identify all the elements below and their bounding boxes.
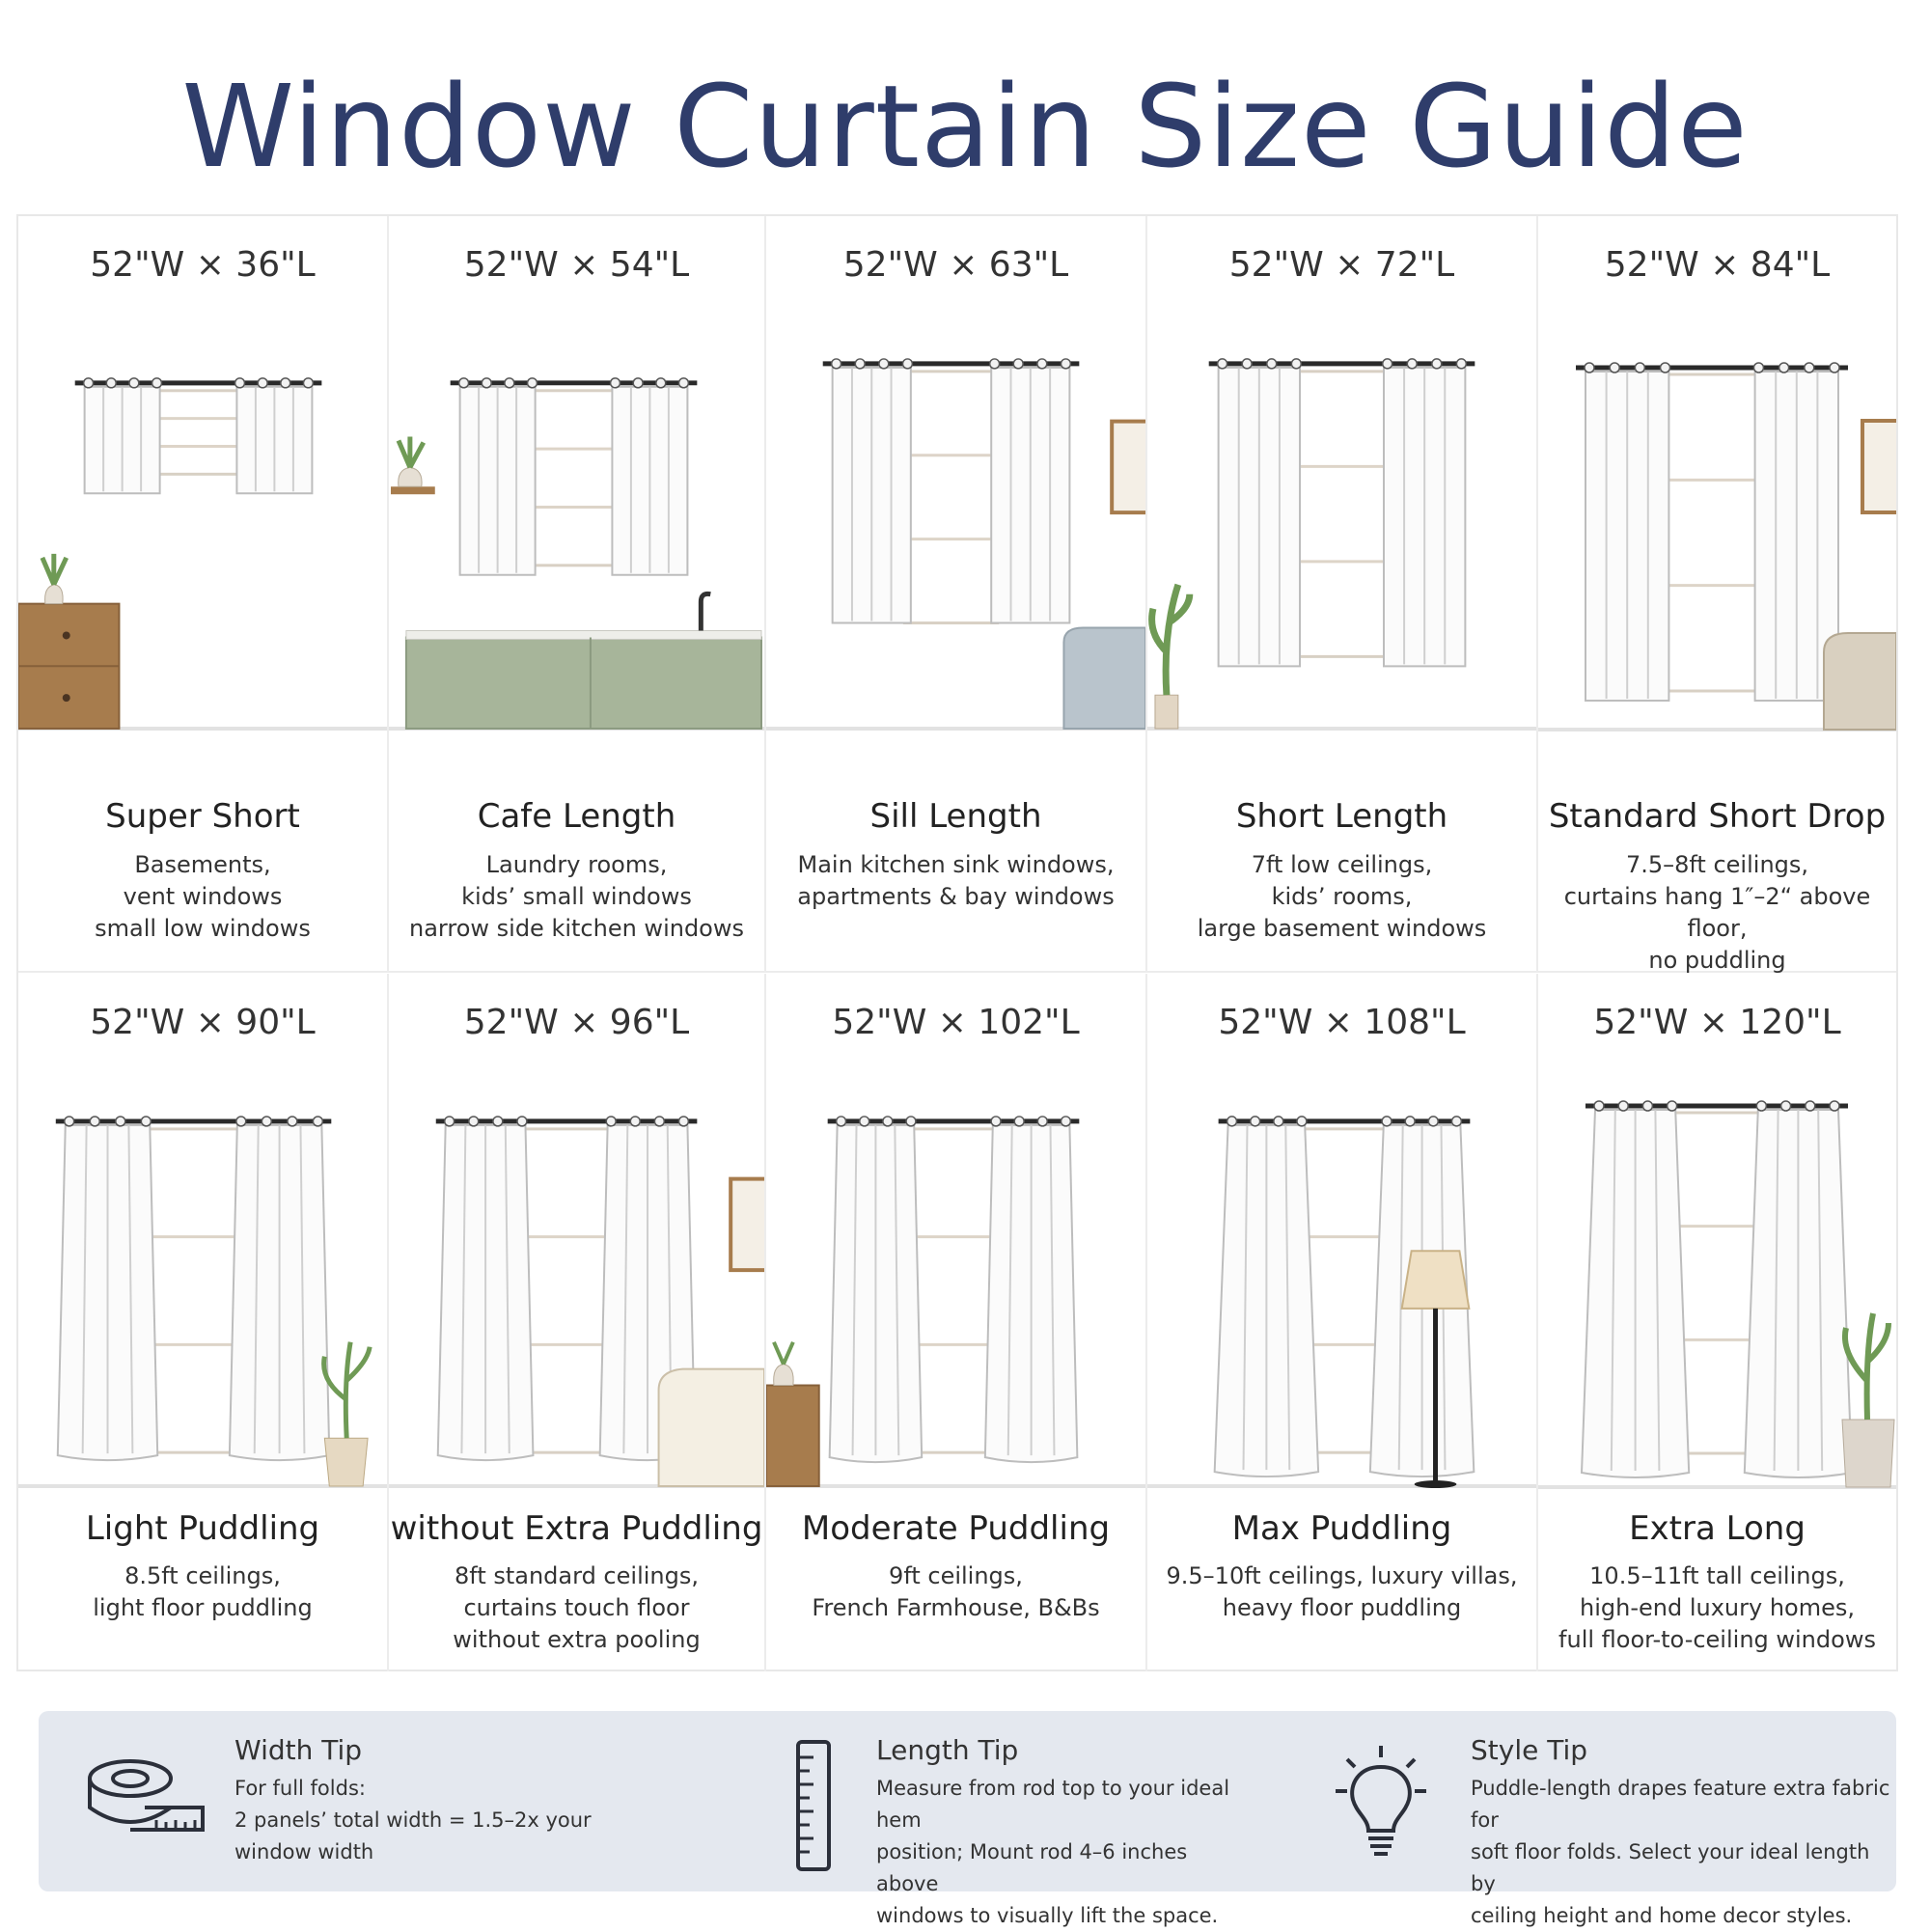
size-card [18, 216, 389, 972]
grommet [1594, 1101, 1604, 1111]
usage-description-line: kids’ rooms, [1271, 883, 1413, 910]
style-tip-title: Style Tip [1471, 1734, 1588, 1766]
curtain-dimensions: 52"W × 102"L [832, 1003, 1080, 1042]
grommet [1014, 1117, 1024, 1126]
width-tip-line: For full folds: [234, 1777, 366, 1800]
length-style-name: Light Puddling [85, 1509, 320, 1548]
grommet [1585, 363, 1594, 373]
armchair [659, 1369, 764, 1486]
grommet [1061, 359, 1070, 369]
grommet [236, 1117, 246, 1126]
length-style-name: Sill Length [869, 797, 1042, 836]
window [1293, 372, 1390, 657]
curtain-dimensions: 52"W × 108"L [1218, 1003, 1466, 1042]
curtain-window [1209, 359, 1475, 666]
shelf [391, 486, 435, 494]
usage-description-line: vent windows [123, 883, 283, 910]
floor-lamp-base [1415, 1480, 1457, 1488]
room-illustration-svg [1147, 305, 1536, 768]
size-card [389, 216, 766, 972]
usage-description-line: 9.5–10ft ceilings, luxury villas, [1166, 1562, 1518, 1589]
room-illustration-svg [766, 1063, 1145, 1526]
grommet [528, 378, 538, 388]
length-style-name: without Extra Puddling [390, 1509, 763, 1548]
grommet [116, 1117, 125, 1126]
grommet [1451, 1117, 1461, 1126]
grommet [1753, 363, 1763, 373]
length-tip-line: position; Mount rod 4–6 inches above [876, 1840, 1188, 1895]
usage-description-line: 10.5–11ft tall ceilings, [1589, 1562, 1845, 1589]
picture-frame [1862, 421, 1896, 512]
usage-description-line: Laundry rooms, [485, 851, 668, 878]
curtain-window [823, 359, 1080, 623]
grommet [1383, 359, 1392, 369]
grommet [991, 1117, 1001, 1126]
usage-description-line: 9ft ceilings, [889, 1562, 1023, 1589]
length-style-name: Extra Long [1629, 1509, 1806, 1548]
usage-description [1538, 849, 1896, 977]
grommet [1382, 1117, 1392, 1126]
grommet [906, 1117, 916, 1126]
window [144, 1129, 244, 1452]
usage-description-line: no puddling [1648, 947, 1786, 974]
curtain-window [56, 1117, 332, 1460]
room-illustration-svg [389, 305, 764, 768]
usage-description-line: large basement windows [1197, 915, 1487, 942]
grommet [493, 1117, 503, 1126]
usage-description [389, 849, 764, 945]
grommet [633, 378, 643, 388]
usage-description-line: kids’ small windows [461, 883, 692, 910]
usage-description [1147, 1560, 1536, 1624]
length-style-name: Cafe Length [477, 797, 676, 836]
grommet [235, 378, 245, 388]
page-title: Window Curtain Size Guide [181, 60, 1749, 193]
grommet [1218, 359, 1227, 369]
grommet [1806, 1101, 1815, 1111]
grommet [879, 359, 889, 369]
grommet [106, 378, 116, 388]
usage-description [1538, 1560, 1896, 1656]
usage-description-line: Basements, [134, 851, 271, 878]
grommet [1428, 1117, 1438, 1126]
grommet [1635, 363, 1644, 373]
room-illustration [1147, 305, 1536, 768]
armchair [1063, 628, 1145, 729]
usage-description-line: small low windows [95, 915, 311, 942]
usage-description-line: French Farmhouse, B&Bs [812, 1594, 1100, 1621]
room-illustration [389, 1063, 764, 1526]
grommet [832, 359, 841, 369]
grommet [469, 1117, 479, 1126]
grommet [1037, 359, 1047, 369]
size-card [766, 216, 1147, 972]
grommet [630, 1117, 640, 1126]
curtain-dimensions: 52"W × 96"L [463, 1003, 690, 1042]
curtain-dimensions: 52"W × 54"L [463, 245, 690, 285]
plant-pot [45, 585, 64, 604]
length-tip-line: Measure from rod top to your ideal hem [876, 1777, 1230, 1832]
plant-pot [774, 1365, 793, 1386]
sofa [1824, 633, 1896, 730]
kitchen-cabinet [406, 637, 761, 729]
grommet [1642, 1101, 1652, 1111]
lightbulb-icon [1328, 1738, 1434, 1867]
grommet [1432, 359, 1442, 369]
grommet [656, 378, 666, 388]
grommet [855, 359, 865, 369]
tape-measure-icon [87, 1754, 207, 1845]
grommet [129, 378, 139, 388]
grommet [860, 1117, 869, 1126]
window [904, 372, 997, 623]
width-tip-title: Width Tip [234, 1734, 363, 1766]
grommet [678, 1117, 688, 1126]
picture-frame [731, 1179, 764, 1271]
grommet [90, 1117, 99, 1126]
style-tip-text [1471, 1773, 1896, 1932]
plant [1152, 585, 1190, 695]
curtain-dimensions: 52"W × 120"L [1593, 1003, 1841, 1042]
grommet [84, 378, 94, 388]
grommet [258, 378, 267, 388]
style-tip-line: ceiling height and home decor styles. [1471, 1904, 1853, 1927]
usage-description-line: 8ft standard ceilings, [455, 1562, 699, 1589]
grommet [1013, 359, 1023, 369]
room-illustration [766, 1063, 1145, 1526]
grommet [445, 1117, 455, 1126]
usage-description [766, 849, 1145, 913]
grommet [654, 1117, 664, 1126]
usage-description-line: full floor-to-ceiling windows [1558, 1626, 1876, 1653]
grommet [1251, 1117, 1260, 1126]
usage-description [1147, 849, 1536, 945]
room-illustration [18, 1063, 387, 1526]
usage-description-line: curtains touch floor [463, 1594, 690, 1621]
room-illustration-svg [18, 1063, 387, 1526]
size-grid [16, 214, 1898, 1671]
grommet [1830, 1101, 1839, 1111]
grommet [1805, 363, 1814, 373]
window [1663, 374, 1762, 691]
curtain-dimensions: 52"W × 84"L [1604, 245, 1831, 285]
size-card [18, 974, 389, 1671]
window [519, 1129, 614, 1452]
curtain-window [75, 378, 322, 493]
side-table [766, 1386, 819, 1486]
ruler-icon [794, 1738, 833, 1877]
usage-description-line: Main kitchen sink windows, [797, 851, 1115, 878]
room-illustration-svg [18, 305, 387, 768]
usage-description-line: 8.5ft ceilings, [124, 1562, 281, 1589]
length-style-name: Super Short [105, 797, 300, 836]
countertop [406, 630, 761, 639]
room-illustration-svg [1147, 1063, 1536, 1526]
curtain-window [1582, 1101, 1852, 1477]
usage-description [766, 1560, 1145, 1624]
plant-pot [1155, 695, 1178, 729]
plant-pot [1842, 1420, 1894, 1487]
curtain-window [828, 1117, 1080, 1462]
room-illustration-svg [389, 1063, 764, 1526]
width-tip-line: 2 panels’ total width = 1.5–2x your window width [234, 1808, 592, 1863]
grommet [1267, 359, 1277, 369]
grommet [1779, 363, 1789, 373]
room-illustration-svg [766, 305, 1145, 768]
style-tip [1235, 1711, 1896, 1927]
grommet [1756, 1101, 1766, 1111]
usage-description-line: high-end luxury homes, [1580, 1594, 1855, 1621]
length-tip-text [876, 1773, 1235, 1932]
width-tip [39, 1711, 618, 1891]
window [908, 1129, 1000, 1452]
grommet [1037, 1117, 1047, 1126]
grommet [517, 1117, 527, 1126]
size-card [766, 974, 1147, 1671]
room-illustration [18, 305, 387, 768]
grommet [1242, 359, 1252, 369]
usage-description-line: curtains hang 1″–2“ above floor, [1563, 883, 1871, 942]
tips-panel [39, 1711, 1896, 1927]
grommet [1661, 363, 1670, 373]
width-tip-text [234, 1773, 618, 1868]
plant [42, 554, 67, 585]
grommet [1456, 359, 1466, 369]
grommet [313, 1117, 322, 1126]
length-style-name: Short Length [1235, 797, 1448, 836]
grommet [1291, 359, 1301, 369]
grommet [288, 1117, 297, 1126]
room-illustration [1147, 1063, 1536, 1526]
usage-description-line: 7.5–8ft ceilings, [1625, 851, 1809, 878]
usage-description-line: 7ft low ceilings, [1251, 851, 1433, 878]
usage-description-line: apartments & bay windows [797, 883, 1115, 910]
grommet [1610, 363, 1619, 373]
window [153, 391, 243, 475]
floor-lamp-shade [1402, 1251, 1470, 1309]
plant [1845, 1313, 1889, 1420]
usage-description [18, 849, 387, 945]
grommet [678, 378, 688, 388]
curtain-dimensions: 52"W × 90"L [90, 1003, 316, 1042]
style-tip-line: soft floor folds. Select your ideal length by [1471, 1840, 1870, 1895]
room-illustration [1538, 305, 1896, 768]
length-tip [618, 1711, 1235, 1927]
length-style-name: Standard Short Drop [1548, 797, 1887, 836]
curtain-window [451, 378, 698, 575]
curtain-dimensions: 52"W × 63"L [842, 245, 1069, 285]
style-tip-line: Puddle-length drapes feature extra fabric for [1471, 1777, 1890, 1832]
grommet [141, 1117, 151, 1126]
size-card [1147, 216, 1538, 972]
length-tip-line: windows to visually lift the space. [876, 1904, 1219, 1927]
grommet [459, 378, 469, 388]
length-style-name: Moderate Puddling [801, 1509, 1111, 1548]
size-card [1538, 216, 1896, 972]
plant [399, 437, 424, 468]
grommet [1227, 1117, 1237, 1126]
plant [324, 1342, 371, 1438]
plant-pot [324, 1438, 368, 1486]
grommet [262, 1117, 271, 1126]
usage-description-line: heavy floor puddling [1222, 1594, 1462, 1621]
usage-description-line: light floor puddling [93, 1594, 313, 1621]
grommet [883, 1117, 893, 1126]
grommet [1274, 1117, 1283, 1126]
plant [774, 1342, 793, 1365]
grommet [606, 1117, 616, 1126]
grommet [1061, 1117, 1070, 1126]
grommet [1297, 1117, 1307, 1126]
room-illustration [766, 305, 1145, 768]
room-illustration [389, 305, 764, 768]
plant-pot [399, 467, 422, 486]
faucet [701, 593, 710, 630]
usage-description-line: narrow side kitchen windows [409, 915, 744, 942]
room-illustration-svg [1538, 305, 1896, 768]
usage-description [18, 1560, 387, 1624]
room-illustration-svg [1538, 1063, 1896, 1526]
size-card [1147, 974, 1538, 1671]
grommet [152, 378, 162, 388]
curtain-window [1576, 363, 1848, 701]
grommet [1405, 1117, 1415, 1126]
grommet [611, 378, 620, 388]
usage-description [389, 1560, 764, 1656]
grommet [1830, 363, 1839, 373]
size-card [1538, 974, 1896, 1671]
room-illustration [1538, 1063, 1896, 1526]
grommet [1618, 1101, 1628, 1111]
grommet [482, 378, 491, 388]
grommet [303, 378, 313, 388]
grommet [902, 359, 912, 369]
picture-frame [1112, 422, 1145, 513]
grommet [990, 359, 1000, 369]
length-tip-title: Length Tip [876, 1734, 1019, 1766]
grommet [65, 1117, 74, 1126]
window [529, 391, 619, 566]
size-card [389, 974, 766, 1671]
grommet [837, 1117, 846, 1126]
grommet [1781, 1101, 1791, 1111]
usage-description-line: without extra pooling [453, 1626, 701, 1653]
grommet [1407, 359, 1417, 369]
length-style-name: Max Puddling [1231, 1509, 1452, 1548]
grommet [505, 378, 514, 388]
curtain-dimensions: 52"W × 72"L [1228, 245, 1455, 285]
grommet [1668, 1101, 1677, 1111]
curtain-dimensions: 52"W × 36"L [90, 245, 316, 285]
grommet [281, 378, 290, 388]
